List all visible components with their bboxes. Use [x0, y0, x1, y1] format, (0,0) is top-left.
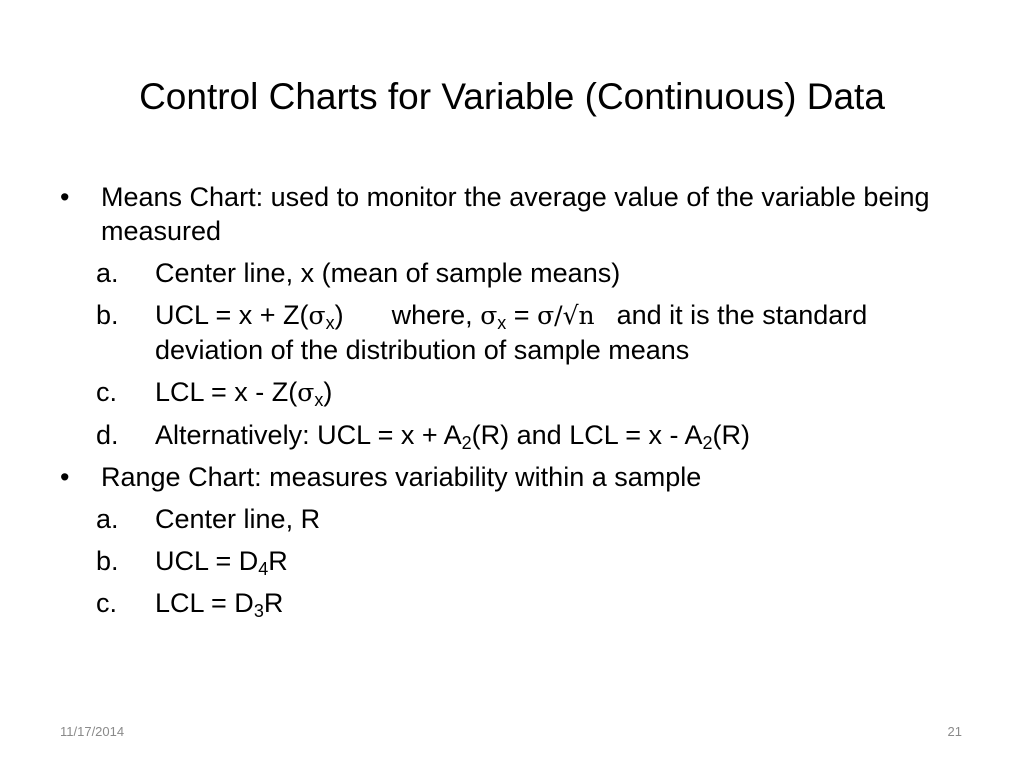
- list-item: [0, 375, 1024, 410]
- list-marker: b.: [96, 546, 119, 576]
- sigma-symbol: σ: [308, 301, 326, 330]
- slide-title: Control Charts for Variable (Continuous) Data: [139, 76, 885, 117]
- list-item: [0, 418, 1024, 452]
- list-item: [0, 586, 1024, 620]
- bullet-range-chart: [0, 460, 1024, 494]
- list-item: [0, 544, 1024, 578]
- list-item: [0, 502, 1024, 536]
- list-continuation: and it is the standard deviation of the distribution of sample means: [155, 300, 868, 365]
- formula-range-ucl: UCL = $D_4R$: [155, 546, 288, 579]
- formula-alternative: Alternatively: UCL = $x + A_2(R)$ and LCL = x - $A_2(R)$: [155, 420, 751, 453]
- slide-body: [0, 180, 1024, 628]
- formula-range-lcl: LCL = $D_3R$: [155, 588, 284, 621]
- list-marker: a.: [96, 504, 119, 534]
- page-number: 21: [947, 724, 962, 739]
- where-label: where,: [391, 300, 473, 330]
- bullet-means-chart: [0, 180, 1024, 248]
- list-marker: a.: [96, 258, 119, 288]
- formula-lcl: LCL = x - $Z(\sigma_x)$: [155, 377, 333, 410]
- formula-ucl: UCL = $x + Z(\sigma_x)$: [155, 300, 344, 333]
- list-marker: c.: [96, 588, 118, 618]
- list-text: Center line, x (mean of sample means): [155, 258, 621, 288]
- bullet-marker: •: [60, 182, 70, 212]
- list-item: b. UCL = $x + Z(\sigma_x)$ where, $\sigma_x = \sigma/√n$ and it is the standard deviation of the distribution of sample means: [96, 300, 868, 365]
- sigma-over-root-n: σ/√n: [537, 301, 595, 330]
- list-marker: d.: [96, 420, 119, 450]
- list-marker: b.: [96, 300, 119, 330]
- sigma-symbol: σ: [297, 378, 315, 407]
- bullet-text: Range Chart: measures variability within a sample: [101, 462, 702, 492]
- list-item: [0, 256, 1024, 290]
- bullet-marker: •: [60, 462, 70, 492]
- footer-date: 11/17/2014: [60, 724, 125, 739]
- list-text: Center line, R: [155, 504, 321, 534]
- sigma-symbol: σ: [480, 301, 498, 330]
- bullet-text: Means Chart: used to monitor the average value of the variable being measured: [101, 182, 930, 246]
- list-marker: c.: [96, 377, 118, 407]
